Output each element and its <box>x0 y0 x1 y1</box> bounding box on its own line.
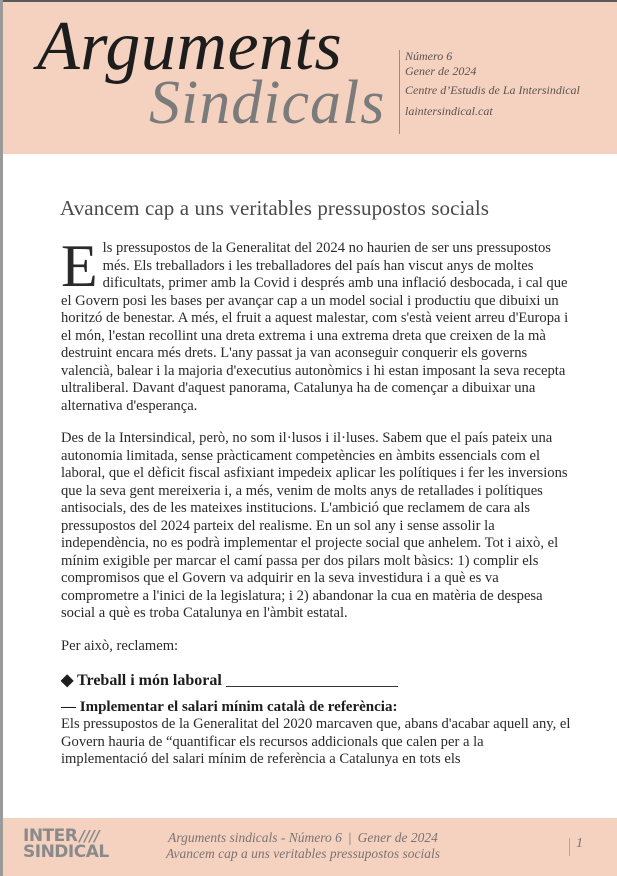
footer-separator: | <box>347 830 352 845</box>
publisher: Centre d’Estudis de La Intersindical <box>405 83 580 97</box>
website-link[interactable]: laintersindical.cat <box>405 104 493 118</box>
masthead-divider <box>399 50 400 134</box>
article <box>61 196 571 784</box>
paragraph-text: ls pressupostos de la Generalitat del 2024 no haurien de ser uns pressupostos més. Els treballadors i les treballadores del país han viscut anys de moltes dificultats, primer amb la Covid i després amb una inflació desbocada, i cal que el Govern posi les bases per avançar cap a un model social i productiu que dibuixi un horitzó de benestar. A més, el fruit a aquest malestar, com s'està veient arreu d'Europa i el món, l'estan recollint una dreta extrema i una extrema dreta que creixen de la mà destruint encara més drets. L'any passat ja van aconseguir conquerir els governs valencià, balear i la majoria d'executius autonòmics i hi estan imposant la seva recepta ultraliberal. Davant d'aquest panorama, Catalunya ha de començar a dibuixar una alternativa d'esperança. <box>61 240 569 414</box>
masthead-meta <box>405 49 580 119</box>
article-title: Avancem cap a uns veritables pressupostos socials <box>60 196 490 220</box>
page-number: 1 <box>576 836 583 851</box>
section-heading-rule <box>226 685 398 687</box>
logo-text-sindical: SINDICAL <box>23 842 109 862</box>
masthead-title-sindicals: Sindicals <box>149 69 386 137</box>
issue-date: Gener de 2024 <box>405 64 477 78</box>
intersindical-logo <box>23 828 109 860</box>
footer-publication: Arguments sindicals - Número 6 <box>168 830 342 845</box>
footer-info <box>143 830 463 862</box>
masthead <box>3 2 617 154</box>
logo-slashes-icon: //// <box>79 827 100 845</box>
subheading: — Implementar el salari mínim català de referència: <box>61 699 398 715</box>
footer-article-title: Avancem cap a uns veritables pressupostos socials <box>166 846 440 861</box>
page-number-divider <box>569 838 570 856</box>
issue-number: Número 6 <box>405 49 453 63</box>
article-paragraph-2: Des de la Intersindical, però, no som il·lusos i il·luses. Sabem que el país pateix una autonomia limitada, sense pràcticament competències en àmbits essencials com el laboral, que el dèficit fiscal asfixiant impedeix aplicar les polítiques i fer les inversions que la seva gent mereixeria i, a més, venim de molts anys de retallades i polítiques antisocials, des de les mateixes institucions. L'ambició que reclamem de cara als pressupostos del 2024 parteix del realisme. En un sol any i sense assolir la independència, no es podrà implementar el projecte social que anhelem. Tot i això, el mínim exigible per marcar el camí passa per dos pilars molt bàsics: 1) complir els compromisos que el Govern va adquirir en la seva investidura i a què es va comprometre a l'inici de la legislatura; i 2) abandonar la cua en matèria de despesa social a què es troba Catalunya en l'àmbit estatal. <box>61 430 568 621</box>
section-heading-text: ◆ Treball i món laboral <box>61 672 222 689</box>
drop-cap: E <box>61 233 98 299</box>
masthead-title-arguments: Arguments <box>37 8 343 85</box>
article-paragraph-1 <box>61 233 571 415</box>
logo-text-inter: INTER <box>23 826 78 846</box>
section-heading <box>61 670 571 690</box>
section-paragraph: Els pressupostos de la Generalitat del 2020 marcaven que, abans d'acabar aquell any, el Govern hauria de “quantificar els recursos addicionals que calen per a la implementació del salari mínim de referència a Catalunya en tots els <box>61 716 571 767</box>
article-paragraph-3: Per això, reclamem: <box>61 637 179 654</box>
footer-date: Gener de 2024 <box>357 830 438 845</box>
page-footer <box>3 818 617 876</box>
